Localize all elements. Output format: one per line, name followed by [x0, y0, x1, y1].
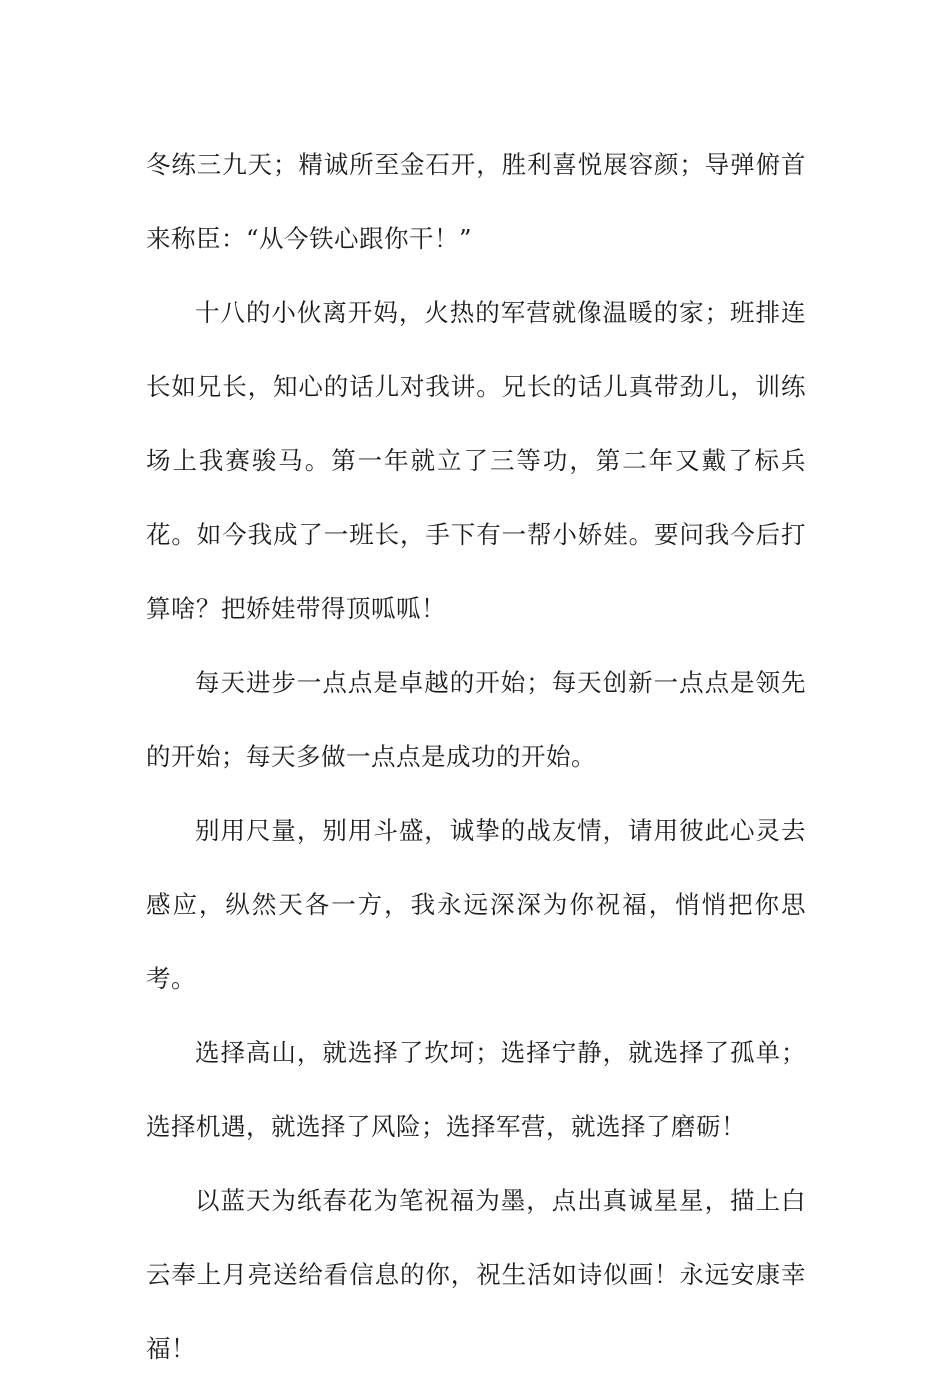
paragraph-blessing: 以蓝天为纸春花为笔祝福为墨，点出真诚星星，描上白云奉上月亮送给看信息的你，祝生活如诗似画！永远安康幸福！: [146, 1186, 806, 1363]
paragraph-choices: 选择高山，就选择了坎坷；选择宁静，就选择了孤单；选择机遇，就选择了风险；选择军营，就选择了磨砺！: [146, 1038, 806, 1141]
document-body: [146, 128, 806, 1386]
paragraph-soldier-story: 十八的小伙离开妈，火热的军营就像温暖的家；班排连长如兄长，知心的话儿对我讲。兄长的话儿真带劲儿，训练场上我赛骏马。第一年就立了三等功，第二年又戴了标兵花。如今我成了一班长，手下有一帮小娇娃。要问我今后打算啥？把娇娃带得顶呱呱！: [146, 298, 806, 623]
paragraph-continuation: 冬练三九天；精诚所至金石开，胜利喜悦展容颜；导弹俯首来称臣：“从今铁心跟你干！”: [146, 150, 806, 253]
paragraph-daily-progress: 每天进步一点点是卓越的开始；每天创新一点点是领先的开始；每天多做一点点是成功的开始。: [146, 668, 806, 771]
paragraph-comradeship: 别用尺量，别用斗盛，诚挚的战友情，请用彼此心灵去感应，纵然天各一方，我永远深深为你祝福，悄悄把你思考。: [146, 816, 806, 993]
